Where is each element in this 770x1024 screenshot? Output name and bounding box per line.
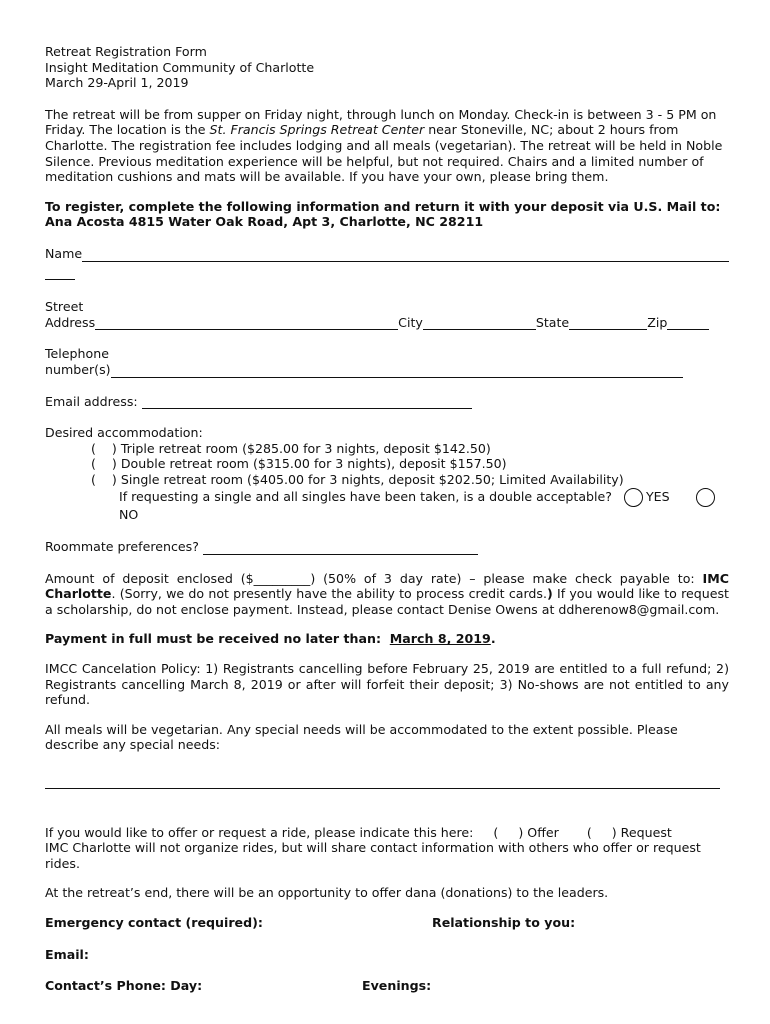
payment-date: March 8, 2019 xyxy=(389,631,491,647)
register-instructions: To register, complete the following information and return it with your deposit via U.S. Mail to: Ana Acosta 4815 Water Oak Road, Apt 3, Charlotte, NC 28211 xyxy=(45,198,721,230)
yes-label: YES xyxy=(645,489,670,505)
numbers-label: number(s) xyxy=(45,361,111,377)
payee-name: IMC Charlotte xyxy=(45,570,729,602)
telephone-label: Telephone xyxy=(45,346,109,362)
zip-input-line[interactable] xyxy=(667,316,709,330)
city-label: City xyxy=(398,314,423,330)
email-label: Email address: xyxy=(45,393,142,409)
ride-section xyxy=(45,825,729,872)
dana-note: At the retreat’s end, there will be an opportunity to offer dana (donations) to the leaders. xyxy=(45,885,609,901)
roommate-input-line[interactable] xyxy=(203,541,478,555)
address-input-line[interactable] xyxy=(95,316,398,330)
payment-deadline: Payment in full must be received no later than: March 8, 2019. xyxy=(45,631,496,647)
roommate-field xyxy=(45,539,729,555)
evenings-label: Evenings: xyxy=(362,978,432,994)
special-needs-input-line[interactable] xyxy=(45,775,720,789)
ride-request-line[interactable]: If you would like to offer or request a ride, please indicate this here: ( ) Offer ( ) Request xyxy=(45,824,672,840)
emergency-contact-row xyxy=(45,915,729,931)
accommodation-section xyxy=(45,425,729,523)
emergency-phone-row xyxy=(45,978,729,994)
zip-label: Zip xyxy=(647,314,668,330)
accommodation-label: Desired accommodation: xyxy=(45,425,203,441)
email-field xyxy=(45,394,729,410)
state-label: State xyxy=(535,314,570,330)
address-label: Address xyxy=(45,314,96,330)
meals-paragraph: All meals will be vegetarian. Any special needs will be accommodated to the extent possible. Please describe any special needs: xyxy=(45,721,678,753)
name-label: Name xyxy=(45,245,83,261)
form-header xyxy=(45,44,729,91)
venue-name: St. Francis Springs Retreat Center xyxy=(209,122,425,138)
deposit-paragraph: Amount of deposit enclosed ($_________) (50% of 3 day rate) – please make check payable to: IMC Charlotte. (Sorry, we do not presently have the ability to process credit cards.) If you would like to request a scholarship, do not enclose payment. Instead, please contact Denise Owens at ddherenow8@gmail.com. xyxy=(45,570,729,617)
retreat-dates: March 29-April 1, 2019 xyxy=(45,75,189,91)
city-input-line[interactable] xyxy=(423,316,536,330)
option-triple[interactable]: ( ) Triple retreat room ($285.00 for 3 nights, deposit $142.50) xyxy=(91,440,491,456)
double-acceptable-row xyxy=(45,488,729,523)
street-label: Street xyxy=(45,299,84,315)
email-input-line[interactable] xyxy=(142,395,472,409)
address-field xyxy=(45,299,729,330)
telephone-field xyxy=(45,346,729,377)
option-double[interactable]: ( ) Double retreat room ($315.00 for 3 nights), deposit $157.50) xyxy=(91,456,507,472)
state-input-line[interactable] xyxy=(569,316,647,330)
double-acceptable-question: If requesting a single and all singles have been taken, is a double acceptable? xyxy=(119,489,612,505)
cancelation-policy: IMCC Cancelation Policy: 1) Registrants cancelling before February 25, 2019 are entitled to a full refund; 2) Registrants cancelling March 8, 2019 or after will forfeit their deposit; 3) No-shows are not entitled to any refund. xyxy=(45,661,729,708)
ride-note: IMC Charlotte will not organize rides, but will share contact information with others who offer or request rides. xyxy=(45,840,701,871)
yes-radio[interactable] xyxy=(624,488,643,507)
phone-day-label: Contact’s Phone: Day: xyxy=(45,978,203,994)
organization-name: Insight Meditation Community of Charlotte xyxy=(45,59,315,75)
no-label: NO xyxy=(119,507,139,523)
name-input-line[interactable] xyxy=(82,248,729,262)
registration-form xyxy=(45,44,729,994)
option-single[interactable]: ( ) Single retreat room ($405.00 for 3 nights, deposit $202.50; Limited Availability) xyxy=(91,471,624,487)
emergency-contact-label: Emergency contact (required): xyxy=(45,914,263,930)
intro-paragraph: The retreat will be from supper on Friday night, through lunch on Monday. Check-in is between 3 - 5 PM on Friday. The location is the St. Francis Springs Retreat Center near Stoneville, NC; about 2 hours from Charlotte. The registration fee includes lodging and all meals (vegetarian). The retreat will be held in Noble Silence. Previous meditation experience will be helpful, but not required. Chairs and a limited number of meditation cushions and mats will be available. If you have your own, please bring them. xyxy=(45,106,723,185)
relationship-label: Relationship to you: xyxy=(432,914,576,930)
name-field xyxy=(45,246,729,283)
roommate-label: Roommate preferences? xyxy=(45,539,203,555)
name-input-line-cont[interactable] xyxy=(45,266,75,280)
telephone-input-line[interactable] xyxy=(111,364,683,378)
form-title: Retreat Registration Form xyxy=(45,44,207,59)
emergency-email-label: Email: xyxy=(45,946,89,962)
no-radio[interactable] xyxy=(696,488,715,507)
